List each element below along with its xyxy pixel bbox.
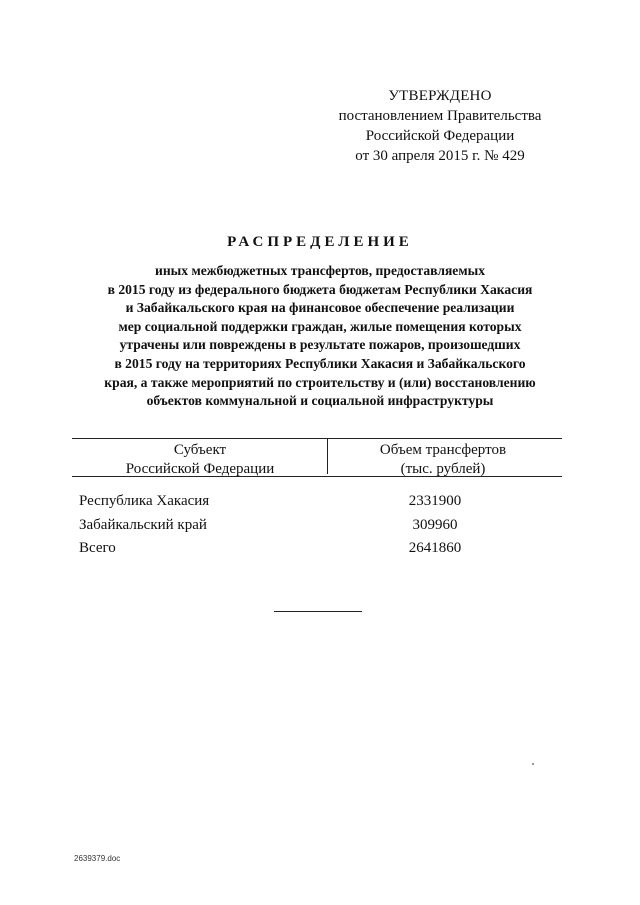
document-title: РАСПРЕДЕЛЕНИЕ — [227, 234, 413, 250]
subtitle-line: в 2015 году на территориях Республики Хакасия и Забайкальского — [114, 355, 526, 371]
table-header-subject — [100, 441, 300, 479]
scan-speck — [532, 763, 534, 765]
header-text: (тыс. рублей) — [400, 461, 486, 477]
header-text: Объем трансфертов — [379, 442, 507, 458]
table-row-total — [0, 540, 640, 562]
row-subject: Забайкальский край — [79, 517, 207, 533]
table-row — [0, 517, 640, 539]
approval-stamp: УТВЕРЖДЕНО — [388, 88, 492, 104]
row-amount: 2641860 — [408, 540, 462, 556]
document-subtitle — [60, 262, 580, 411]
table-column-divider — [327, 438, 328, 474]
subtitle-line: иных межбюджетных трансфертов, предоставляемых — [155, 263, 485, 278]
table-row — [0, 493, 640, 515]
subtitle-line: и Забайкальского края на финансовое обеспечение реализации — [125, 300, 515, 316]
subtitle-line: объектов коммунальной и социальной инфраструктуры — [146, 393, 494, 409]
subtitle-line: в 2015 году из федерального бюджета бюджетам Республики Хакасия — [107, 281, 533, 297]
approval-block — [330, 86, 550, 166]
subtitle-line: мер социальной поддержки граждан, жилые помещения которых — [118, 318, 522, 334]
table-top-rule — [72, 438, 562, 439]
subtitle-line: края, а также мероприятий по строительству и (или) восстановлению — [104, 374, 536, 390]
row-amount: 309960 — [412, 517, 458, 533]
approval-date-number: от 30 апреля 2015 г. № 429 — [355, 148, 525, 164]
row-amount: 2331900 — [408, 493, 462, 509]
header-text: Российской Федерации — [125, 461, 275, 477]
header-text: Субъект — [173, 442, 227, 458]
file-reference: 2639379.doc — [74, 854, 121, 863]
approval-line: постановлением Правительства — [338, 108, 542, 124]
table-header-amount — [348, 441, 538, 479]
subtitle-line: утрачены или повреждены в результате пожаров, произошедших — [119, 337, 521, 353]
row-subject: Республика Хакасия — [79, 493, 210, 509]
approval-line: Российской Федерации — [365, 128, 515, 144]
row-subject: Всего — [79, 540, 116, 556]
end-of-document-rule — [274, 611, 362, 612]
table-header-rule — [72, 476, 562, 477]
